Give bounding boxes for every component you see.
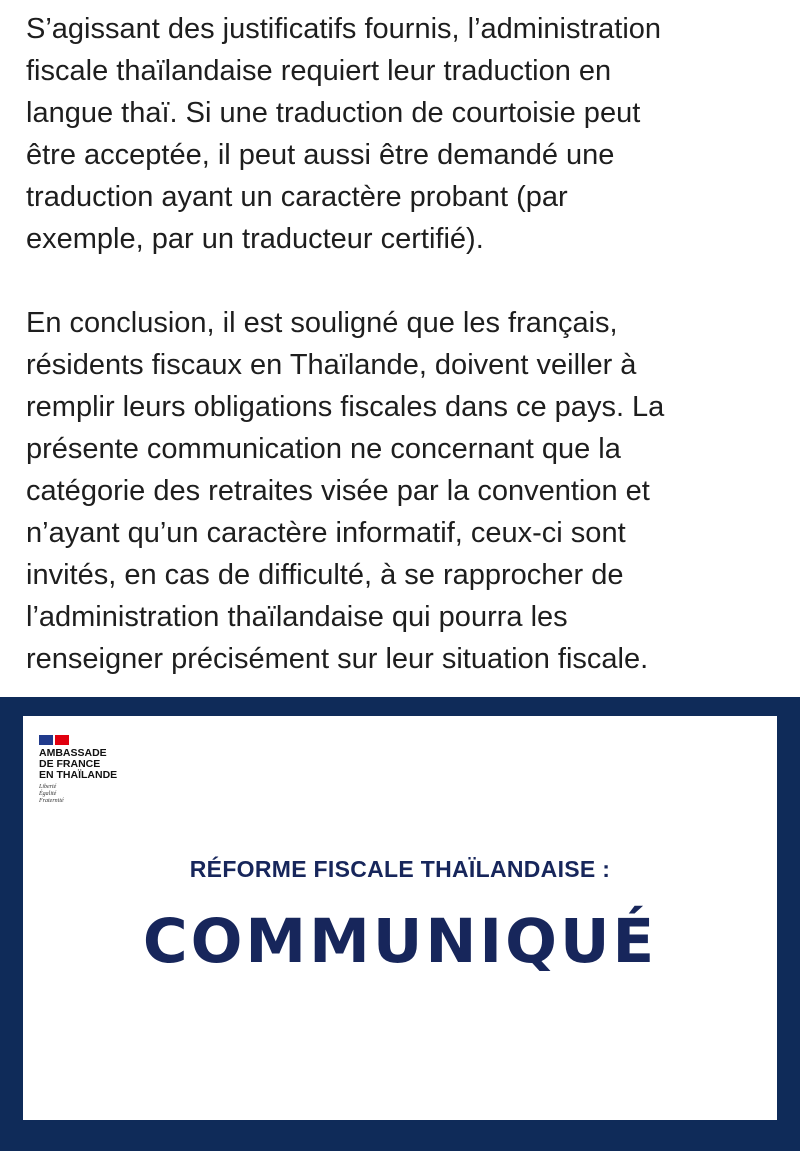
french-flag-icon — [39, 735, 69, 745]
text-line: fiscale thaïlandaise requiert leur traduction en — [26, 55, 612, 87]
paragraph-gap — [26, 260, 796, 302]
text-line: renseigner précisément sur leur situation fiscale. — [26, 643, 649, 675]
flag-blue-part — [39, 735, 53, 745]
flag-red-part — [55, 735, 69, 745]
text-line: exemple, par un traducteur certifié). — [26, 223, 484, 255]
paragraph-1 — [26, 8, 796, 260]
banner-card — [23, 716, 777, 1120]
motto-line: Fraternité — [39, 798, 64, 804]
text-line: invités, en cas de difficulté, à se rapprocher de — [26, 559, 624, 591]
embassy-logo — [39, 735, 117, 805]
text-line: S’agissant des justificatifs fournis, l’administration — [26, 13, 662, 45]
text-line: être acceptée, il peut aussi être demandé une — [26, 139, 615, 171]
text-line: traduction ayant un caractère probant (par — [26, 181, 568, 213]
text-line: n’ayant qu’un caractère informatif, ceux-ci sont — [26, 517, 626, 549]
motto-line: Liberté — [39, 784, 57, 790]
embassy-name-line: AMBASSADE — [39, 747, 107, 759]
banner-title: COMMUNIQUÉ — [142, 906, 658, 977]
motto-line: Égalité — [39, 791, 57, 797]
text-line: En conclusion, il est souligné que les français, — [26, 307, 618, 339]
banner-subtitle: RÉFORME FISCALE THAÏLANDAISE : — [189, 856, 611, 882]
post-body — [26, 8, 796, 680]
text-line: l’administration thaïlandaise qui pourra les — [26, 601, 568, 633]
embassy-name-line: EN THAÏLANDE — [39, 769, 118, 781]
embassy-name — [39, 748, 117, 781]
text-line: résidents fiscaux en Thaïlande, doivent veiller à — [26, 349, 637, 381]
text-line: présente communication ne concernant que la — [26, 433, 621, 465]
republic-motto — [39, 784, 117, 805]
text-line: langue thaï. Si une traduction de courtoisie peut — [26, 97, 641, 129]
paragraph-2 — [26, 302, 796, 680]
embassy-name-line: DE FRANCE — [39, 758, 101, 770]
text-line: remplir leurs obligations fiscales dans ce pays. La — [26, 391, 665, 423]
text-line: catégorie des retraites visée par la convention et — [26, 475, 650, 507]
communique-banner — [0, 697, 800, 1151]
